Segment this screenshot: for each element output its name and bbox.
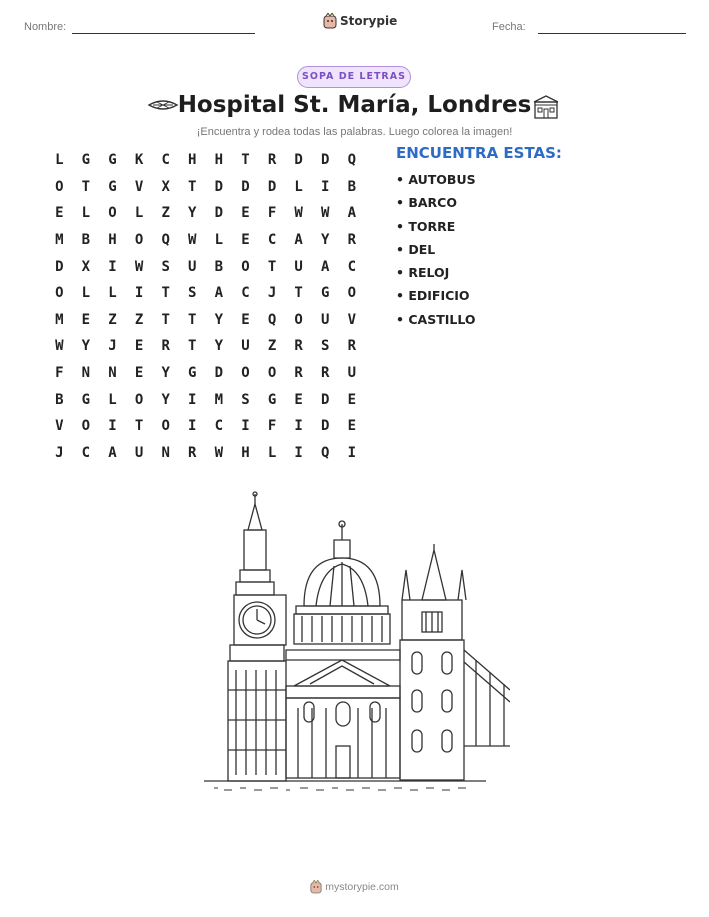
word-list-title: ENCUENTRA ESTAS: [396, 144, 562, 162]
grid-letter: D [321, 152, 330, 169]
word-item: • RELOJ [396, 265, 450, 281]
grid-letter: T [161, 285, 170, 302]
grid-row [46, 413, 366, 440]
grid-letter: T [188, 311, 197, 328]
grid-letter: D [214, 365, 224, 382]
grid-letter: O [134, 232, 144, 249]
name-label: Nombre: [24, 21, 67, 33]
grid-row [46, 227, 366, 254]
grid-letter: D [214, 205, 224, 222]
grid-letter: E [241, 232, 250, 249]
instructions: ¡Encuentra y rodea todas las palabras. Luego colorea la imagen! [196, 126, 513, 138]
grid-letter: L [81, 205, 91, 222]
activity-type-badge: SOPA DE LETRAS [297, 66, 411, 88]
grid-letter: C [267, 232, 277, 249]
grid-letter: C [214, 418, 224, 435]
grid-letter: W [188, 232, 197, 249]
grid-letter: U [241, 338, 250, 355]
brand-name: Storypie [340, 14, 398, 28]
grid-letter: S [161, 258, 170, 275]
grid-letter: O [347, 285, 357, 302]
grid-letter: L [108, 391, 117, 408]
grid-letter: I [108, 258, 117, 275]
grid-letter: L [55, 152, 64, 169]
grid-letter: U [134, 444, 144, 461]
grid-letter: K [134, 152, 144, 169]
grid-letter: O [241, 365, 250, 382]
grid-letter: L [267, 444, 277, 461]
grid-row [46, 147, 366, 174]
grid-letter: U [321, 311, 330, 328]
grid-letter: R [294, 338, 303, 355]
grid-letter: E [347, 418, 357, 435]
grid-letter: I [134, 285, 144, 302]
grid-letter: W [134, 258, 144, 275]
grid-letter: F [267, 205, 277, 222]
grid-letter: X [161, 178, 170, 195]
grid-letter: Y [161, 365, 170, 382]
grid-letter: Q [321, 444, 330, 461]
grid-letter: E [241, 311, 250, 328]
grid-row [46, 280, 366, 307]
grid-letter: D [55, 258, 64, 275]
header [0, 14, 709, 38]
word-item: • CASTILLO [396, 311, 476, 327]
footer [0, 880, 709, 894]
grid-letter: Z [134, 311, 144, 328]
grid-letter: O [267, 365, 277, 382]
grid-letter: R [267, 152, 277, 169]
grid-row [46, 333, 366, 360]
grid-letter: H [108, 232, 117, 249]
grid-letter: R [347, 232, 357, 249]
grid-letter: O [81, 418, 91, 435]
grid-letter: I [294, 418, 303, 435]
storypie-logo-icon [323, 13, 337, 29]
grid-letter: I [188, 391, 197, 408]
grid-letter: M [214, 391, 224, 408]
grid-letter: E [347, 391, 357, 408]
grid-letter: H [241, 444, 250, 461]
grid-letter: O [55, 285, 64, 302]
grid-letter: T [188, 178, 197, 195]
grid-letter: Y [214, 311, 224, 328]
grid-letter: G [81, 391, 91, 408]
grid-letter: Y [321, 232, 330, 249]
word-item: • EDIFICIO [396, 288, 470, 304]
grid-letter: R [347, 338, 357, 355]
grid-letter: I [188, 418, 197, 435]
grid-row [46, 200, 366, 227]
grid-letter: W [294, 205, 303, 222]
grid-letter: D [241, 178, 250, 195]
grid-letter: G [321, 285, 330, 302]
grid-letter: A [321, 258, 330, 275]
grid-letter: Z [108, 311, 117, 328]
grid-letter: R [321, 365, 330, 382]
grid-row [46, 360, 366, 387]
grid-letter: I [241, 418, 250, 435]
grid-letter: E [241, 205, 250, 222]
brand [323, 13, 397, 29]
grid-letter: T [81, 178, 91, 195]
grid-letter: T [161, 311, 170, 328]
word-search-grid [46, 147, 366, 466]
word-list [396, 144, 562, 335]
grid-letter: F [267, 418, 277, 435]
grid-letter: X [81, 258, 91, 275]
grid-letter: W [321, 205, 330, 222]
grid-letter: I [294, 444, 303, 461]
london-landmarks-illustration [200, 490, 510, 800]
grid-letter: E [81, 311, 91, 328]
grid-letter: W [214, 444, 224, 461]
grid-letter: N [81, 365, 91, 382]
grid-row [46, 253, 366, 280]
grid-letter: S [321, 338, 330, 355]
grid-letter: L [81, 285, 91, 302]
grid-letter: O [241, 258, 250, 275]
grid-letter: C [161, 152, 170, 169]
grid-letter: G [108, 152, 117, 169]
grid-letter: D [321, 418, 330, 435]
grid-letter: O [55, 178, 64, 195]
page-title: Hospital St. María, Londres [177, 92, 532, 118]
grid-letter: Y [161, 391, 170, 408]
grid-letter: E [134, 365, 144, 382]
grid-letter: G [108, 178, 117, 195]
grid-letter: Q [161, 232, 170, 249]
grid-letter: Z [161, 205, 170, 222]
grid-letter: B [81, 232, 91, 249]
grid-letter: R [294, 365, 303, 382]
grid-letter: V [55, 418, 64, 435]
grid-letter: U [188, 258, 197, 275]
grid-letter: G [81, 152, 91, 169]
grid-letter: B [55, 391, 64, 408]
grid-letter: H [214, 152, 224, 169]
grid-letter: L [214, 232, 224, 249]
grid-letter: C [347, 258, 357, 275]
grid-letter: N [161, 444, 170, 461]
grid-letter: I [347, 444, 357, 461]
grid-letter: T [134, 418, 144, 435]
grid-letter: M [55, 232, 64, 249]
grid-letter: L [134, 205, 144, 222]
grid-letter: D [294, 152, 303, 169]
grid-letter: U [294, 258, 303, 275]
grid-row [46, 307, 366, 334]
grid-letter: E [55, 205, 64, 222]
grid-letter: Y [81, 338, 91, 355]
grid-letter: Y [214, 338, 224, 355]
grid-letter: C [241, 285, 250, 302]
grid-letter: R [188, 444, 197, 461]
grid-letter: J [108, 338, 117, 355]
grid-letter: Y [188, 205, 197, 222]
grid-letter: D [214, 178, 224, 195]
grid-letter: M [55, 311, 64, 328]
grid-row [46, 440, 366, 467]
word-item: • DEL [396, 241, 436, 257]
grid-letter: G [188, 365, 197, 382]
grid-letter: R [161, 338, 170, 355]
word-item: • TORRE [396, 218, 456, 234]
word-item: • AUTOBUS [396, 172, 476, 187]
name-line [72, 33, 255, 34]
grid-letter: N [108, 365, 117, 382]
grid-letter: E [134, 338, 144, 355]
grid-row [46, 174, 366, 201]
grid-letter: J [267, 285, 277, 302]
grid-letter: I [108, 418, 117, 435]
grid-letter: A [108, 444, 117, 461]
grid-letter: Q [267, 311, 277, 328]
grid-letter: D [321, 391, 330, 408]
grid-letter: A [347, 205, 357, 222]
grid-letter: O [108, 205, 117, 222]
date-line [538, 33, 686, 34]
grid-letter: V [134, 178, 144, 195]
grid-row [46, 386, 366, 413]
footer-url: mystorypie.com [325, 880, 399, 893]
grid-letter: G [267, 391, 277, 408]
grid-letter: O [161, 418, 170, 435]
grid-letter: W [55, 338, 64, 355]
hospital-building-icon [532, 94, 560, 120]
grid-letter: U [347, 365, 357, 382]
date-label: Fecha: [492, 21, 526, 33]
grid-letter: E [294, 391, 303, 408]
grid-letter: F [55, 365, 64, 382]
grid-letter: D [267, 178, 277, 195]
storypie-logo-icon [310, 880, 322, 894]
grid-letter: V [347, 311, 357, 328]
grid-letter: A [294, 232, 303, 249]
grid-letter: C [81, 444, 91, 461]
grid-letter: S [241, 391, 250, 408]
grid-letter: B [347, 178, 357, 195]
grid-letter: T [241, 152, 250, 169]
grid-letter: O [294, 311, 303, 328]
grid-letter: Z [267, 338, 277, 355]
grid-letter: A [214, 285, 224, 302]
grid-letter: L [108, 285, 117, 302]
grid-letter: H [188, 152, 197, 169]
grid-letter: J [55, 444, 64, 461]
grid-letter: T [188, 338, 197, 355]
grid-letter: T [267, 258, 277, 275]
grid-letter: I [321, 178, 330, 195]
grid-letter: B [214, 258, 224, 275]
word-item: • BARCO [396, 195, 457, 211]
grid-letter: Q [347, 152, 357, 169]
grid-letter: T [294, 285, 303, 302]
grid-letter: S [188, 285, 197, 302]
grid-letter: L [294, 178, 303, 195]
grid-letter: O [134, 391, 144, 408]
